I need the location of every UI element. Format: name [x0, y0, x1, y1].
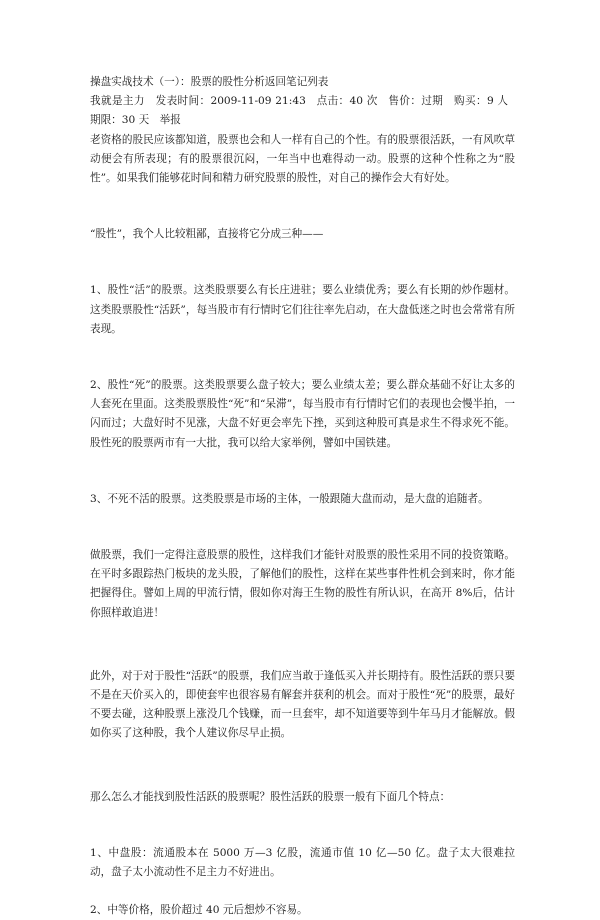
- paragraph-neutral-stocks: 3、不死不活的股票。这类股票是市场的主体，一般跟随大盘而动，是大盘的追随者。: [90, 492, 489, 505]
- author-name: 我就是主力: [90, 95, 145, 108]
- paragraph-dead-stocks: 2、股性“死”的股票。这类股票要么盘子较大；要么业绩太差；要么群众基础不好让太多的人套死在里面。这类股票股性“死”和“呆滞”，每当股市有行情时它们的表现也会慢半拍，一闪而过；大盘好时不见涨，大盘不好更会率先下挫，买到这种股可真是求生不得求死不能。股性死的股票两市有一大批，我可以给大家举例，譬如中国铁建。: [90, 379, 515, 449]
- report-link[interactable]: 举报: [159, 114, 181, 127]
- buyer-count: 购买：9 人: [454, 95, 509, 108]
- paragraph-strategy: 做股票，我们一定得注意股票的股性，这样我们才能针对股票的股性采用不同的投资策略。在平时多跟踪热门板块的龙头股，了解他们的股性，这样在某些事件性机会到来时，你才能把握得住。譬如上周的甲流行情，假如你对海王生物的股性有所认识，在高开 8%后，估计你照样敢追进！: [90, 549, 515, 619]
- paragraph-feature-mid-cap: 1、中盘股：流通股本在 5000 万—3 亿股，流通市值 10 亿—50 亿。盘子太大很难拉动，盘子太小流动性不足主力不好进出。: [90, 846, 515, 879]
- paragraph-active-stocks: 1、股性“活”的股票。这类股票要么有长庄进驻；要么业绩优秀；要么有长期的炒作题材。这类股票股性“活跃”，每当股市有行情时它们往往率先启动，在大盘低迷之时也会常常有所表现。: [90, 284, 515, 335]
- price-status: 售价：过期: [388, 95, 444, 108]
- paragraph-holding-advice: 此外，对于对于股性“活跃”的股票，我们应当敢于逢低买入并长期持有。股性活跃的票只要不是在天价买入的，即使套牢也很容易有解套并获利的机会。而对于股性“死”的股票，最好不要去碰，这种股票上涨没几个钱赚，而一旦套牢，却不知道要等到牛年马月才能解放。假如你买了这种股，我个人建议你尽早止损。: [90, 669, 515, 740]
- period: 期限：30 天: [90, 114, 150, 127]
- document-page: [90, 73, 515, 920]
- paragraph-how-to-find: 那么怎么才能找到股性活跃的股票呢？股性活跃的股票一般有下面几个特点：: [90, 790, 451, 803]
- click-count: 点击：40 次: [316, 95, 378, 108]
- paragraph-three-types: “股性”，我个人比较粗鄙，直接将它分成三种——: [90, 228, 324, 241]
- paragraph-feature-mid-price: 2、中等价格，股价超过 40 元后想炒不容易。: [90, 904, 308, 917]
- post-time: 发表时间：2009-11-09 21:43: [155, 95, 306, 108]
- document-title: 操盘实战技术（一）：股票的股性分析返回笔记列表: [90, 76, 329, 88]
- document-meta: [90, 92, 515, 130]
- paragraph-intro: 老资格的股民应该都知道，股票也会和人一样有自己的个性。有的股票很活跃，一有风吹草动便会有所表现；有的股票很沉闷，一年当中也难得动一动。股票的这种个性称之为“股性”。如果我们能够花时间和精力研究股票的股性，对自己的操作会大有好处。: [90, 133, 515, 185]
